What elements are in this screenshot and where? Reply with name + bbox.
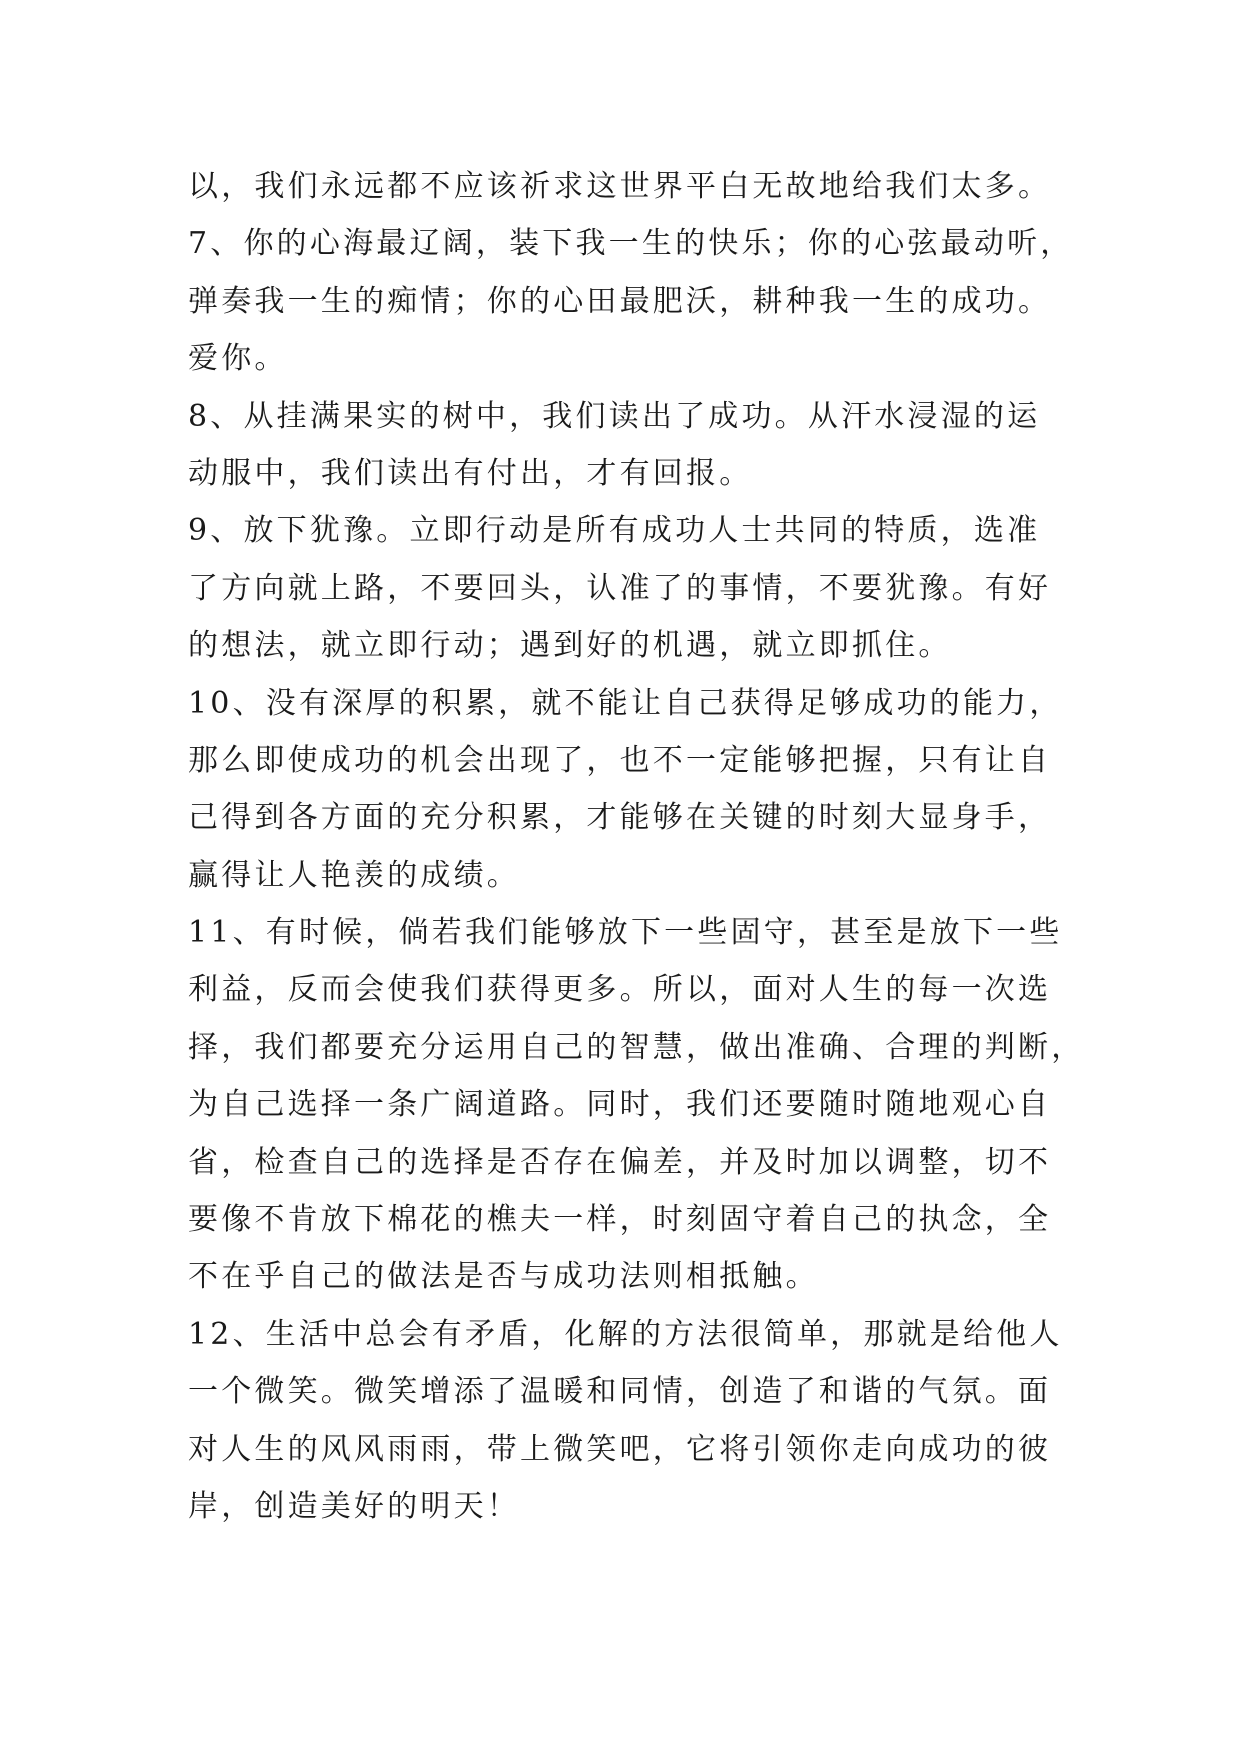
text-line: 对人生的风风雨雨，带上微笑吧，它将引领你走向成功的彼 — [188, 1431, 1052, 1467]
text-line: 利益，反而会使我们获得更多。所以，面对人生的每一次选 — [188, 972, 1052, 1008]
text-line: 己得到各方面的充分积累，才能够在关键的时刻大显身手， — [188, 800, 1052, 836]
text-line: 弹奏我一生的痴情；你的心田最肥沃，耕种我一生的成功。 — [188, 283, 1052, 319]
text-line: 11、有时候，倘若我们能够放下一些固守，甚至是放下一些 — [188, 915, 1063, 951]
text-line: 岸，创造美好的明天！ — [188, 1488, 520, 1524]
text-line: 爱你。 — [188, 341, 288, 377]
text-line: 赢得让人艳羡的成绩。 — [188, 857, 520, 893]
text-line: 不在乎自己的做法是否与成功法则相抵触。 — [188, 1259, 819, 1295]
text-line: 省，检查自己的选择是否存在偏差，并及时加以调整，切不 — [188, 1144, 1052, 1180]
text-line: 7、你的心海最辽阔，装下我一生的快乐；你的心弦最动听， — [188, 226, 1074, 262]
text-line: 要像不肯放下棉花的樵夫一样，时刻固守着自己的执念，全 — [188, 1202, 1052, 1238]
text-line: 10、没有深厚的积累，就不能让自己获得足够成功的能力， — [188, 685, 1063, 721]
document-body — [188, 158, 1085, 1535]
text-line: 了方向就上路，不要回头，认准了的事情，不要犹豫。有好 — [188, 570, 1052, 606]
text-line: 为自己选择一条广阔道路。同时，我们还要随时随地观心自 — [188, 1087, 1052, 1123]
text-line: 的想法，就立即行动；遇到好的机遇，就立即抓住。 — [188, 628, 952, 664]
text-line: 以，我们永远都不应该祈求这世界平白无故地给我们太多。 — [188, 169, 1052, 204]
text-line: 12、生活中总会有矛盾，化解的方法很简单，那就是给他人 — [188, 1316, 1063, 1352]
text-line: 择，我们都要充分运用自己的智慧，做出准确、合理的判断， — [188, 1029, 1085, 1065]
text-line: 8、从挂满果实的树中，我们读出了成功。从汗水浸湿的运 — [188, 398, 1041, 434]
text-line: 9、放下犹豫。立即行动是所有成功人士共同的特质，选准 — [188, 513, 1041, 549]
text-line: 动服中，我们读出有付出，才有回报。 — [188, 455, 753, 491]
text-line: 那么即使成功的机会出现了，也不一定能够把握，只有让自 — [188, 742, 1052, 778]
text-line: 一个微笑。微笑增添了温暖和同情，创造了和谐的气氛。面 — [188, 1374, 1052, 1410]
